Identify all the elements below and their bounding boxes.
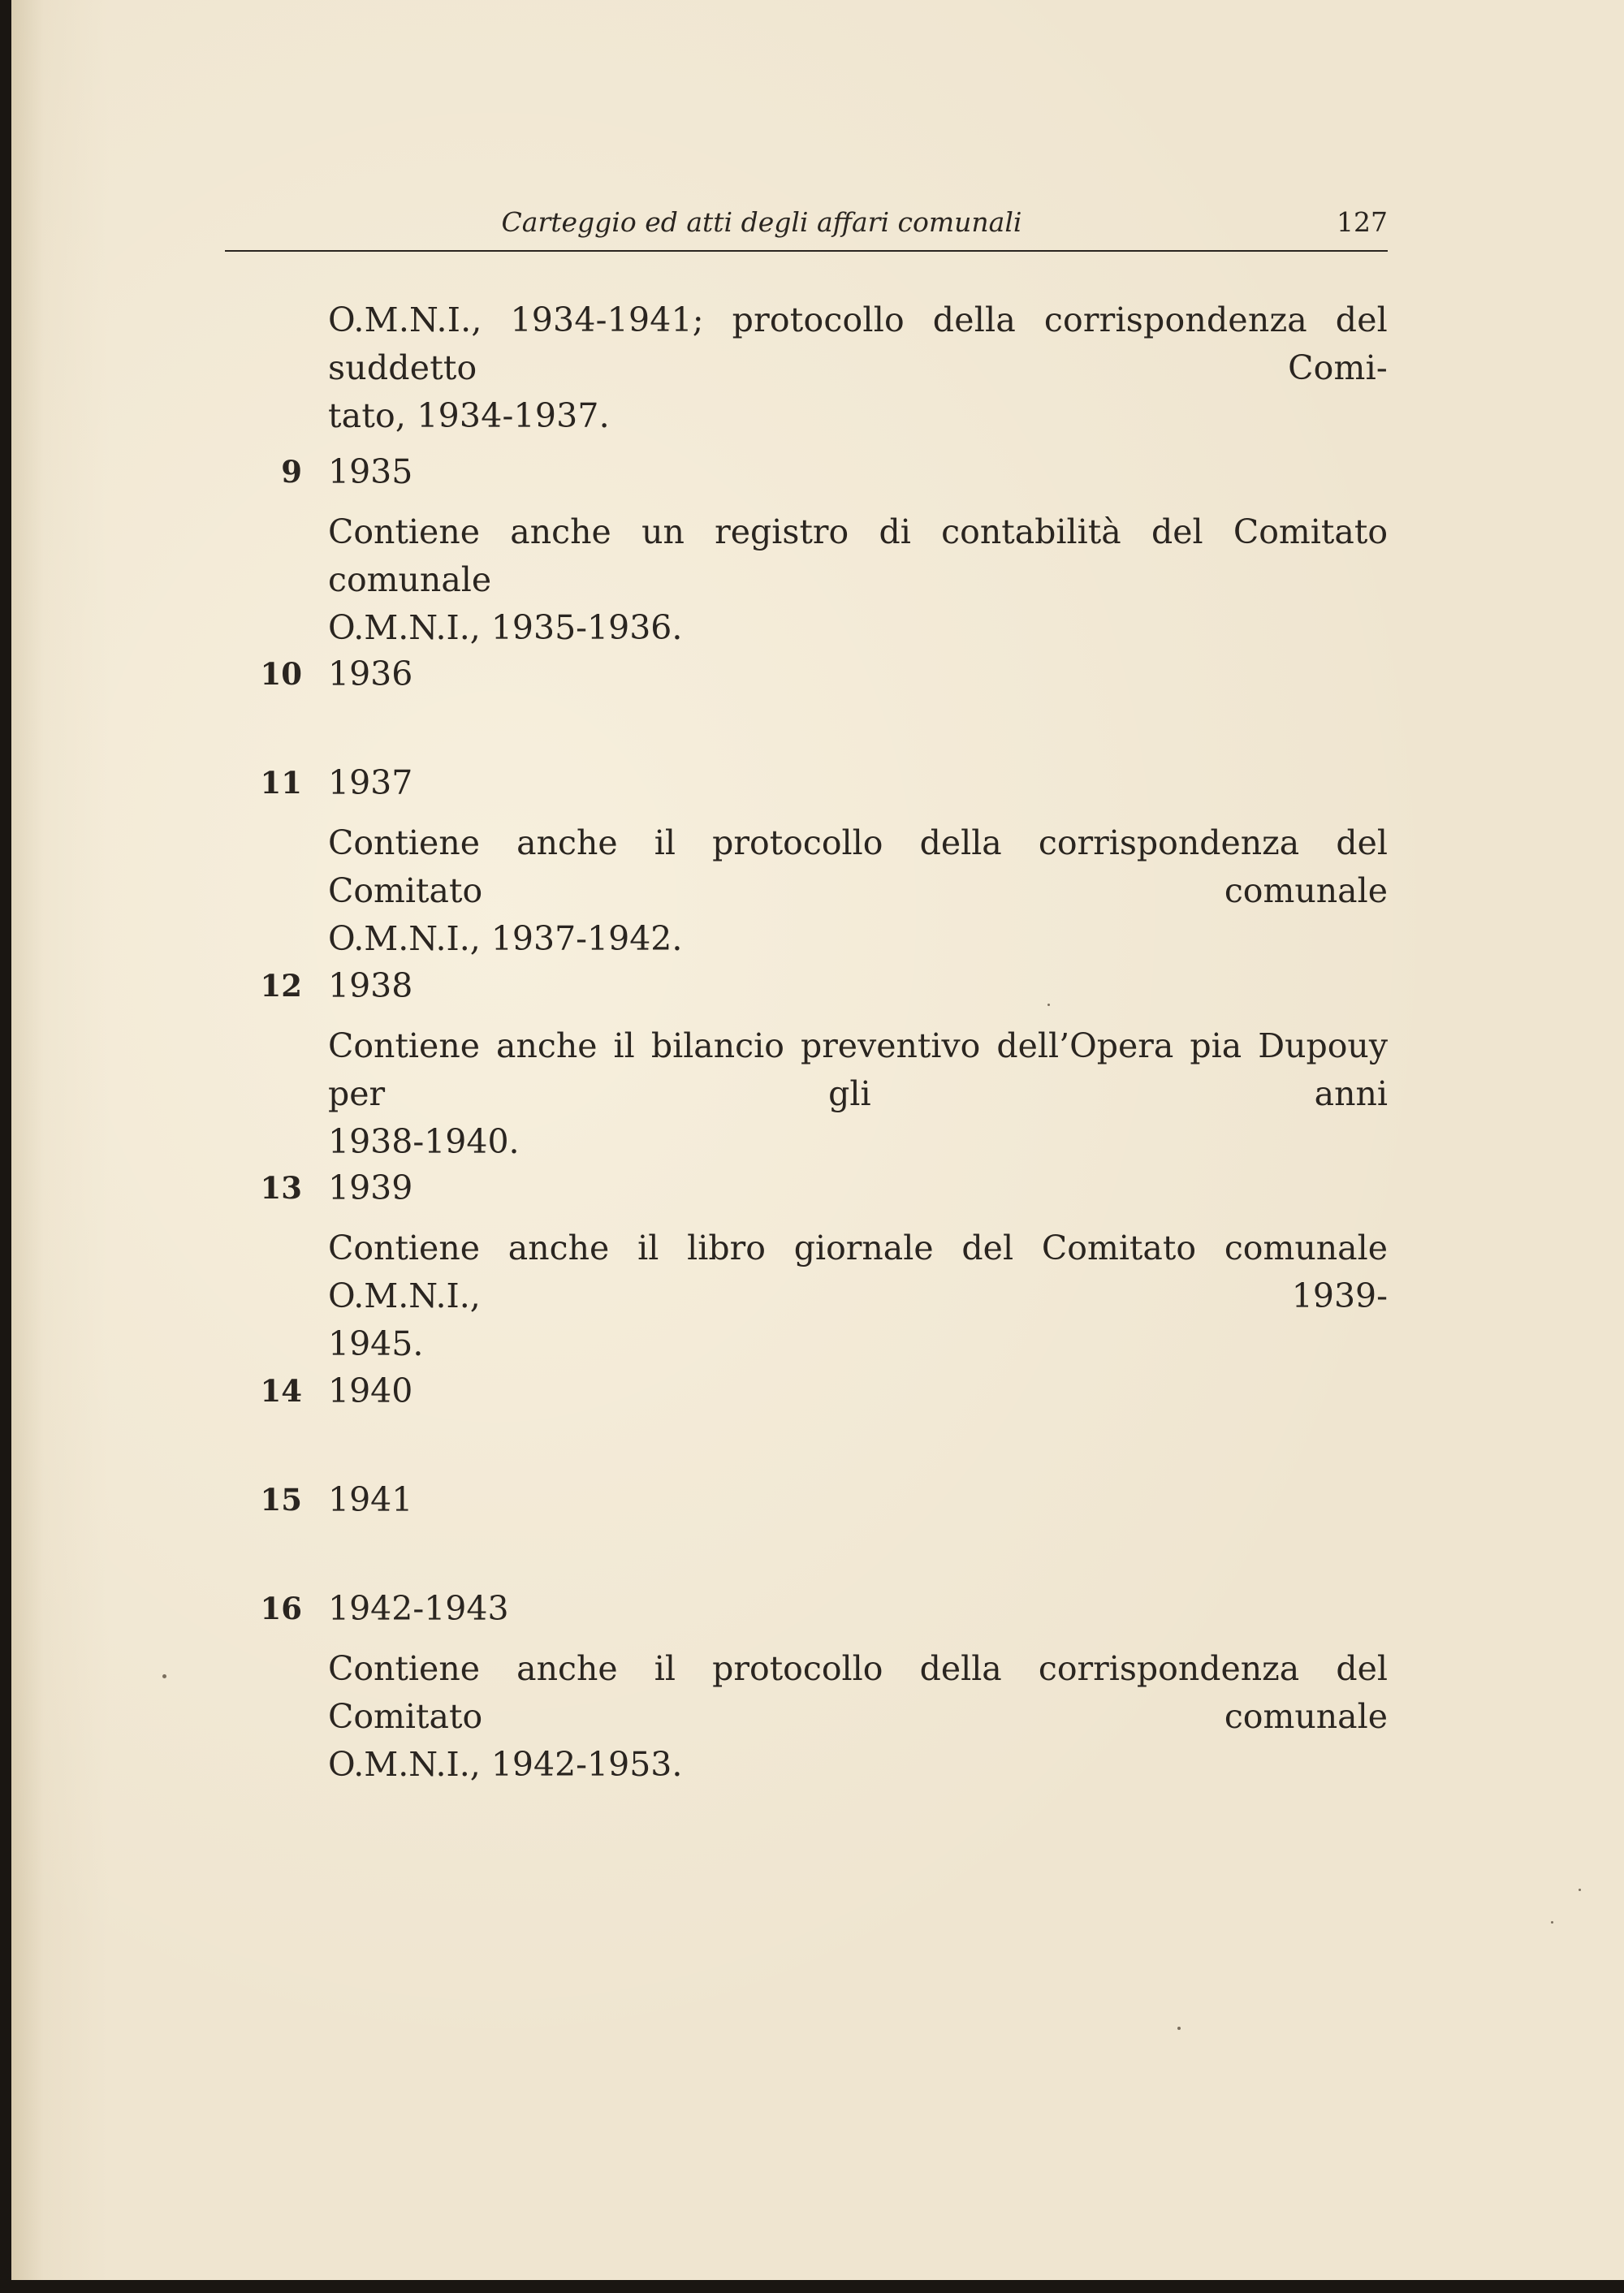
entry-note <box>328 1224 1388 1368</box>
entry-year: 1938 <box>328 966 413 1005</box>
entry-note <box>328 1645 1388 1789</box>
entry-number: 9 <box>281 454 302 490</box>
paper-speck <box>1047 1004 1050 1006</box>
entry-note-line-2: O.M.N.I., 1942-1953. <box>328 1745 683 1784</box>
entry-note <box>328 819 1388 963</box>
entry-year: 1937 <box>328 763 413 802</box>
entry-year: 1940 <box>328 1371 413 1410</box>
entry-year: 1936 <box>328 654 413 693</box>
paper-speck <box>1551 1921 1553 1924</box>
entry-note-line-2: 1938-1940. <box>328 1122 520 1161</box>
entry-note-line-2: 1945. <box>328 1324 424 1363</box>
intro-line-1: O.M.N.I., 1934-1941; protocollo della corrispondenza del suddetto Comi- <box>328 300 1388 387</box>
book-page <box>11 0 1624 2280</box>
page-number: 127 <box>1337 206 1388 238</box>
entry-note-line-1: Contiene anche il protocollo della corrispondenza del Comitato comunale <box>328 1649 1388 1736</box>
intro-line-2: tato, 1934-1937. <box>328 396 610 435</box>
running-title: Carteggio ed atti degli affari comunali <box>501 206 1022 238</box>
entry-year: 1942-1943 <box>328 1589 509 1628</box>
entry-number: 12 <box>260 968 302 1004</box>
entry-number: 14 <box>260 1373 302 1409</box>
page-content <box>11 0 1624 2280</box>
entry-note-line-2: O.M.N.I., 1937-1942. <box>328 919 683 958</box>
continued-entry-note <box>328 296 1388 440</box>
entry-note-line-1: Contiene anche il protocollo della corrispondenza del Comitato comunale <box>328 823 1388 910</box>
entry-note-line-1: Contiene anche il bilancio preventivo dell’Opera pia Dupouy per gli anni <box>328 1026 1388 1113</box>
entry-number: 16 <box>260 1591 302 1626</box>
entry-note-line-1: Contiene anche un registro di contabilità del Comitato comunale <box>328 512 1388 599</box>
entry-year: 1941 <box>328 1480 413 1519</box>
entry-number: 13 <box>260 1170 302 1206</box>
entry-note <box>328 1022 1388 1166</box>
entry-year: 1939 <box>328 1168 413 1207</box>
entry-number: 11 <box>260 765 302 801</box>
paper-speck <box>1177 2027 1181 2030</box>
entry-number: 15 <box>260 1482 302 1518</box>
paper-speck <box>1579 1889 1581 1891</box>
entry-number: 10 <box>260 656 302 692</box>
entry-note-line-1: Contiene anche il libro giornale del Comitato comunale O.M.N.I., 1939- <box>328 1229 1388 1315</box>
entry-year: 1935 <box>328 452 413 491</box>
entry-note <box>328 508 1388 652</box>
paper-speck <box>162 1674 166 1678</box>
entry-note-line-2: O.M.N.I., 1935-1936. <box>328 608 683 647</box>
